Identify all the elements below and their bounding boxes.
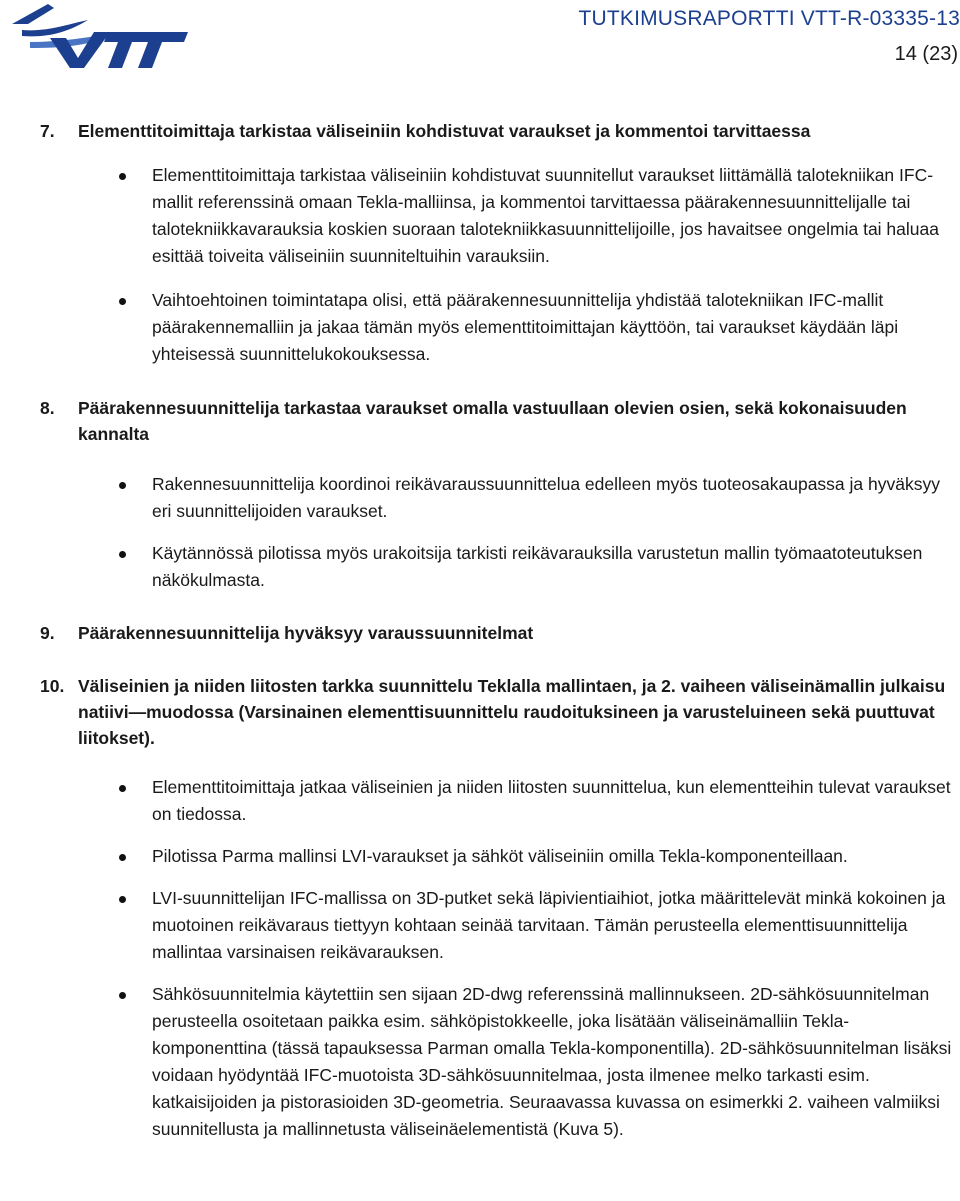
vtt-logo	[8, 2, 190, 70]
list-item	[40, 981, 956, 1143]
list-item-text: LVI-suunnittelijan IFC-mallissa on 3D-putket sekä läpivientiaihiot, jotka määrittelevät minkä kokoinen ja muotoinen reikävaraus tiettyyn kohtaan seinää tarvitaan. Tämän perusteella elementtisuunnittelija mallintaa varsinaisen reikävarauksen.	[152, 888, 946, 962]
section-title: Päärakennesuunnittelija hyväksyy varaussuunnitelmat	[78, 623, 534, 643]
list-item-text: Käytännössä pilotissa myös urakoitsija tarkisti reikävarauksilla varustetun mallin työmaatoteutuksen näkökulmasta.	[152, 543, 923, 590]
section-number: 7.	[40, 121, 55, 141]
bullet-list	[40, 774, 956, 1143]
bullet-icon	[119, 854, 126, 861]
document-body	[40, 118, 956, 1143]
list-item	[40, 540, 956, 594]
list-item	[40, 843, 956, 870]
page-header	[0, 0, 960, 80]
section-title: Päärakennesuunnittelija tarkastaa varaukset omalla vastuullaan olevien osien, sekä kokonaisuuden kannalta	[78, 398, 907, 444]
page-number: 14 (23)	[894, 43, 958, 65]
section-number: 8.	[40, 398, 55, 418]
section-number: 10.	[40, 676, 65, 696]
list-item-text: Sähkösuunnitelmia käytettiin sen sijaan 2D-dwg referenssinä mallinnukseen. 2D-sähkösuunnitelman perusteella osoitetaan paikka esim. sähköpistokkeelle, joka lisätään väliseinämalliin Tekla-komponenttina (tässä tapauksessa Parman omalla Tekla-komponentilla). 2D-sähkösuunnitelman lisäksi voidaan hyödyntää IFC-muotoista 3D-sähkösuunnitelmaa, josta ilmenee melko tarkasti esim. katkaisijoiden ja pistorasioiden 3D-geometria. Seuraavassa kuvassa on esimerkki 2. vaiheen valmiiksi suunnitellusta ja mallinnetusta väliseinäelementistä (Kuva 5).	[152, 984, 952, 1139]
section-heading	[40, 673, 956, 751]
list-item	[40, 885, 956, 966]
list-item-text: Vaihtoehtoinen toimintatapa olisi, että päärakennesuunnittelija yhdistää talotekniikan IFC-mallit päärakennemalliin ja jakaa tämän myös elementtitoimittajan käyttöön, tai varaukset käydään läpi yhteisessä suunnittelukokouksessa.	[152, 290, 899, 364]
section-title: Elementtitoimittaja tarkistaa väliseiniin kohdistuvat varaukset ja kommentoi tarvittaessa	[78, 121, 811, 141]
section-title: Väliseinien ja niiden liitosten tarkka suunnittelu Teklalla mallintaen, ja 2. vaiheen väliseinämallin julkaisu natiivi—muodossa (Varsinainen elementtisuunnittelu raudoituksineen ja varusteluineen sekä puuttuvat liitokset).	[78, 676, 946, 748]
section-10	[40, 673, 956, 1143]
section-heading	[40, 118, 956, 144]
report-id: TUTKIMUSRAPORTTI VTT-R-03335-13	[578, 7, 960, 30]
bullet-icon	[119, 482, 126, 489]
list-item	[40, 162, 956, 270]
list-item-text: Rakennesuunnittelija koordinoi reikävaraussuunnittelua edelleen myös tuoteosakaupassa ja hyväksyy eri suunnittelijoiden varaukset.	[152, 474, 940, 521]
list-item	[40, 287, 956, 368]
list-item	[40, 471, 956, 525]
list-item-text: Pilotissa Parma mallinsi LVI-varaukset ja sähköt väliseiniin omilla Tekla-komponenteillaan.	[152, 846, 848, 866]
bullet-icon	[119, 551, 126, 558]
section-number: 9.	[40, 623, 55, 643]
bullet-icon	[119, 173, 126, 180]
list-item	[40, 774, 956, 828]
section-8	[40, 395, 956, 594]
bullet-icon	[119, 785, 126, 792]
section-heading	[40, 395, 956, 447]
section-9	[40, 620, 956, 646]
bullet-icon	[119, 298, 126, 305]
list-item-text: Elementtitoimittaja tarkistaa väliseiniin kohdistuvat suunnitellut varaukset liittämällä talotekniikan IFC-mallit referenssinä omaan Tekla-malliinsa, ja kommentoi tarvittaessa päärakennesuunnittelijalle tai talotekniikkavarauksia koskien suoraan talotekniikkasuunnittelijoille, jos havaitsee ongelmia tai haluaa esittää toiveita väliseiniin suunniteltuihin varauksiin.	[152, 165, 939, 266]
bullet-icon	[119, 992, 126, 999]
section-heading	[40, 620, 956, 646]
bullet-list	[40, 162, 956, 368]
bullet-icon	[119, 896, 126, 903]
list-item-text: Elementtitoimittaja jatkaa väliseinien ja niiden liitosten suunnittelua, kun elementteihin tulevat varaukset on tiedossa.	[152, 777, 951, 824]
section-7	[40, 118, 956, 368]
bullet-list	[40, 471, 956, 594]
